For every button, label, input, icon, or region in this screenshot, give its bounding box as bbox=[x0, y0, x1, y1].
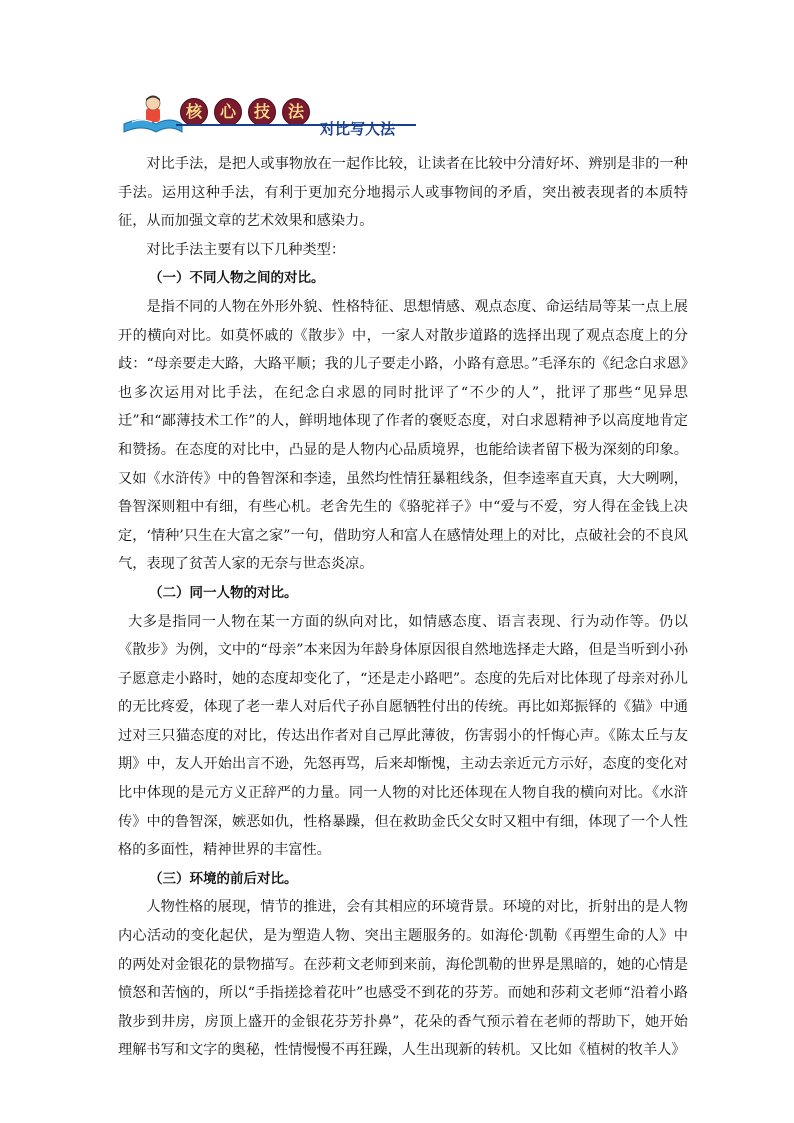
badge-1: 核 bbox=[180, 98, 208, 126]
paragraph-types: 对比手法主要有以下几种类型： bbox=[146, 241, 346, 258]
subheading-3: （三）环境的前后对比。 bbox=[149, 870, 298, 887]
badge-4: 法 bbox=[282, 98, 310, 126]
badge-2: 心 bbox=[214, 98, 242, 126]
article-body bbox=[118, 150, 688, 1065]
subheading-1: （一）不同人物之间的对比。 bbox=[149, 270, 325, 287]
paragraph-3: 人物性格的展现，情节的推进，会有其相应的环境背景。环境的对比，折射出的是人物内心活动的变化起伏，是为塑造人物、突出主题服务的。如海伦·凯勒《再塑生命的人》中的两处对金银花的景物描写。在莎莉文老师到来前，海伦凯勒的世界是黑暗的，她的心情是愤怒和苦恼的，所以“手指搓捻着花叶”也感受不到花的芬芳。而她和莎莉文老师“沿着小路散步到井房，房顶上盛开的金银花芬芳扑鼻”，花朵的香气预示着在老师的帮助下，她开始理解书写和文字的奥秘，性情慢慢不再狂躁，人生出现新的转机。又比如《植树的牧羊人》 bbox=[118, 899, 688, 1059]
paragraph-intro: 对比手法，是把人或事物放在一起作比较，让读者在比较中分清好坏、辨别是非的一种手法。运用这种手法，有利于更加充分地揭示人或事物间的矛盾，突出被表现者的本质特征，从而加强文章的艺术效果和感染力。 bbox=[118, 156, 688, 230]
badge-3: 技 bbox=[248, 98, 276, 126]
reading-boy-icon bbox=[122, 94, 184, 136]
page-title: 对比写人法 bbox=[320, 120, 396, 138]
subheading-2: （二）同一人物的对比。 bbox=[149, 584, 298, 601]
paragraph-2: 大多是指同一人物在某一方面的纵向对比，如情感态度、语言表现、行为动作等。仍以《散步》为例，文中的“母亲”本来因为年龄身体原因很自然地选择走大路，但是当听到小孙子愿意走小路时，她的态度却变化了，“还是走小路吧”。态度的先后对比体现了母亲对孙儿的无比疼爱，体现了老一辈人对后代子孙自愿牺牲付出的传统。再比如郑振铎的《猫》中通过对三只猫态度的对比，传达出作者对自己厚此薄彼，伤害弱小的忏悔心声。《陈太丘与友期》中，友人开始出言不逊，先怒再骂，后来却惭愧，主动去亲近元方示好，态度的变化对比中体现的是元方义正辞严的力量。同一人物的对比还体现在人物自我的横向对比。《水浒传》中的鲁智深，嫉恶如仇，性格暴躁，但在救助金氏父女时又粗中有细，体现了一个人性格的多面性，精神世界的丰富性。 bbox=[118, 613, 688, 859]
core-skill-badges bbox=[180, 98, 316, 126]
paragraph-1: 是指不同的人物在外形外貌、性格特征、思想情感、观点态度、命运结局等某一点上展开的横向对比。如莫怀戚的《散步》中，一家人对散步道路的选择出现了观点态度上的分歧：“母亲要走大路，大路平顺；我的儿子要走小路，小路有意思。”毛泽东的《纪念白求恩》也多次运用对比手法，在纪念白求恩的同时批评了“不少的人”，批评了那些“见异思迁”和“鄙薄技术工作”的人，鲜明地体现了作者的褒贬态度，对白求恩精神予以高度地肯定和赞扬。在态度的对比中，凸显的是人物内心品质境界，也能给读者留下极为深刻的印象。又如《水浒传》中的鲁智深和李逵，虽然均性情狂暴粗线条，但李逵率直天真，大大咧咧，鲁智深则粗中有细，有些心机。老舍先生的《骆驼祥子》中“爱与不爱，穷人得在金钱上决定，‘情种’只生在大富之家”一句，借助穷人和富人在感情处理上的对比，点破社会的不良风气，表现了贫苦人家的无奈与世态炎凉。 bbox=[118, 298, 688, 573]
